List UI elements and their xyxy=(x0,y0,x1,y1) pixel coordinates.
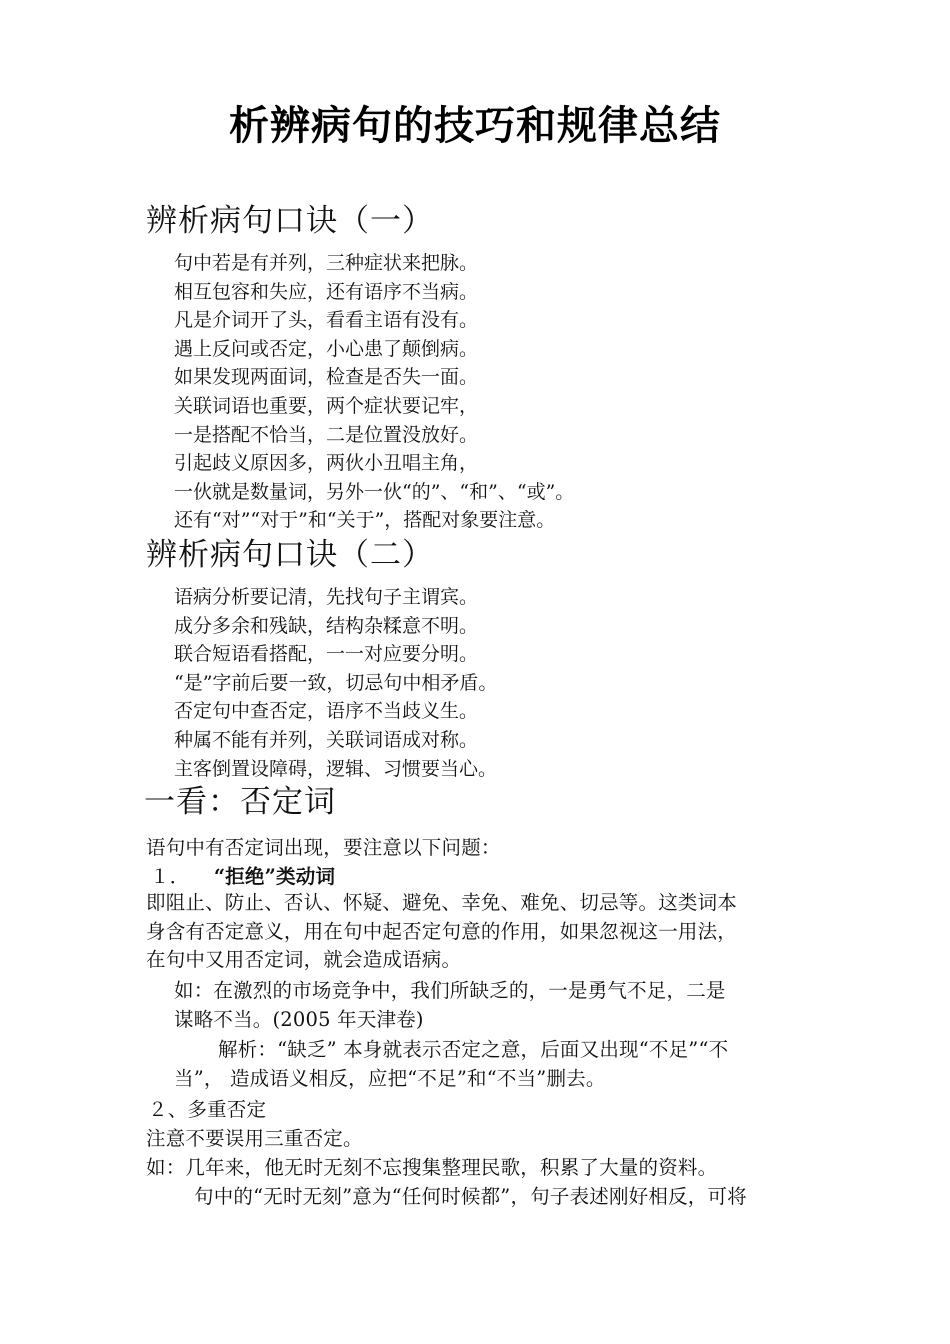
item1-number: １． xyxy=(150,865,190,888)
verse-line: 句中若是有并列，三种症状来把脉。 xyxy=(174,252,479,274)
section2-verse xyxy=(174,583,497,783)
item1-body xyxy=(146,889,737,975)
example1 xyxy=(174,976,726,1034)
verse-line: 语病分析要记清，先找句子主谓宾。 xyxy=(174,586,479,608)
verse-line: 遇上反问或否定，小心患了颠倒病。 xyxy=(174,337,479,360)
item2-note: 注意不要误用三重否定。 xyxy=(146,1127,363,1150)
verse-line: 一伙就是数量词，另外一伙“的”、“和”、“或”。 xyxy=(174,480,575,503)
section1-heading: 辨析病句口诀（一） xyxy=(146,203,434,239)
verse-line: 还有“对”“对于”和“关于”，搭配对象要注意。 xyxy=(174,509,556,532)
verse-line: 如果发现两面词，检查是否失一面。 xyxy=(174,366,479,389)
verse-line: 一是搭配不恰当，二是位置没放好。 xyxy=(174,423,479,446)
verse-line: “是”字前后要一致，切忌句中相矛盾。 xyxy=(174,671,498,694)
verse-line: 联合短语看搭配，一一对应要分明。 xyxy=(174,643,479,666)
body-line: 即阻止、防止、否认、怀疑、避免、幸免、难免、切忌等。这类词本 xyxy=(146,891,738,914)
example-line: 如：在激烈的市场竞争中，我们所缺乏的，一是勇气不足，二是 xyxy=(174,979,726,1002)
section1-verse xyxy=(174,249,574,535)
section3-intro: 语句中有否定词出现，要注意以下问题： xyxy=(146,836,501,859)
example2: 如：几年来，他无时无刻不忘搜集整理民歌，积累了大量的资料。 xyxy=(146,1156,718,1179)
verse-line: 关联词语也重要，两个症状要记牢， xyxy=(174,394,479,417)
verse-line: 种属不能有并列，关联词语成对称。 xyxy=(174,728,479,751)
analysis-line: 当”， 造成语义相反，应把“不足”和“不当”删去。 xyxy=(174,1067,606,1090)
item1-title: “拒绝”类动词 xyxy=(213,865,336,888)
example-line: 谋略不当。(2005 年天津卷) xyxy=(174,1008,424,1031)
body-line: 在句中又用否定词，就会造成语病。 xyxy=(146,948,462,971)
section3-heading: 一看：否定词 xyxy=(144,784,336,820)
analysis2: 句中的“无时无刻”意为“任何时候都”，句子表述刚好相反，可将 xyxy=(194,1185,747,1208)
body-line: 身含有否定意义，用在句中起否定句意的作用，如果忽视这一用法， xyxy=(146,919,738,943)
verse-line: 引起歧义原因多，两伙小丑唱主角， xyxy=(174,452,479,475)
verse-line: 否定句中查否定，语序不当歧义生。 xyxy=(174,700,479,723)
verse-line: 主客倒置设障碍，逻辑、习惯要当心。 xyxy=(174,757,498,780)
item1-heading xyxy=(150,861,335,889)
analysis-line: 解析：“缺乏” 本身就表示否定之意，后面又出现“不足”“不 xyxy=(218,1038,729,1061)
item2-title: ２、多重否定 xyxy=(148,1098,267,1121)
section2-heading: 辨析病句口诀（二） xyxy=(146,537,434,573)
analysis1 xyxy=(174,1035,728,1093)
verse-line: 相互包容和失应，还有语序不当病。 xyxy=(174,280,479,303)
verse-line: 凡是介词开了头，看看主语有没有。 xyxy=(174,309,479,332)
verse-line: 成分多余和残缺，结构杂糅意不明。 xyxy=(174,614,479,637)
page-title: 析辨病句的技巧和规律总结 xyxy=(229,103,721,149)
